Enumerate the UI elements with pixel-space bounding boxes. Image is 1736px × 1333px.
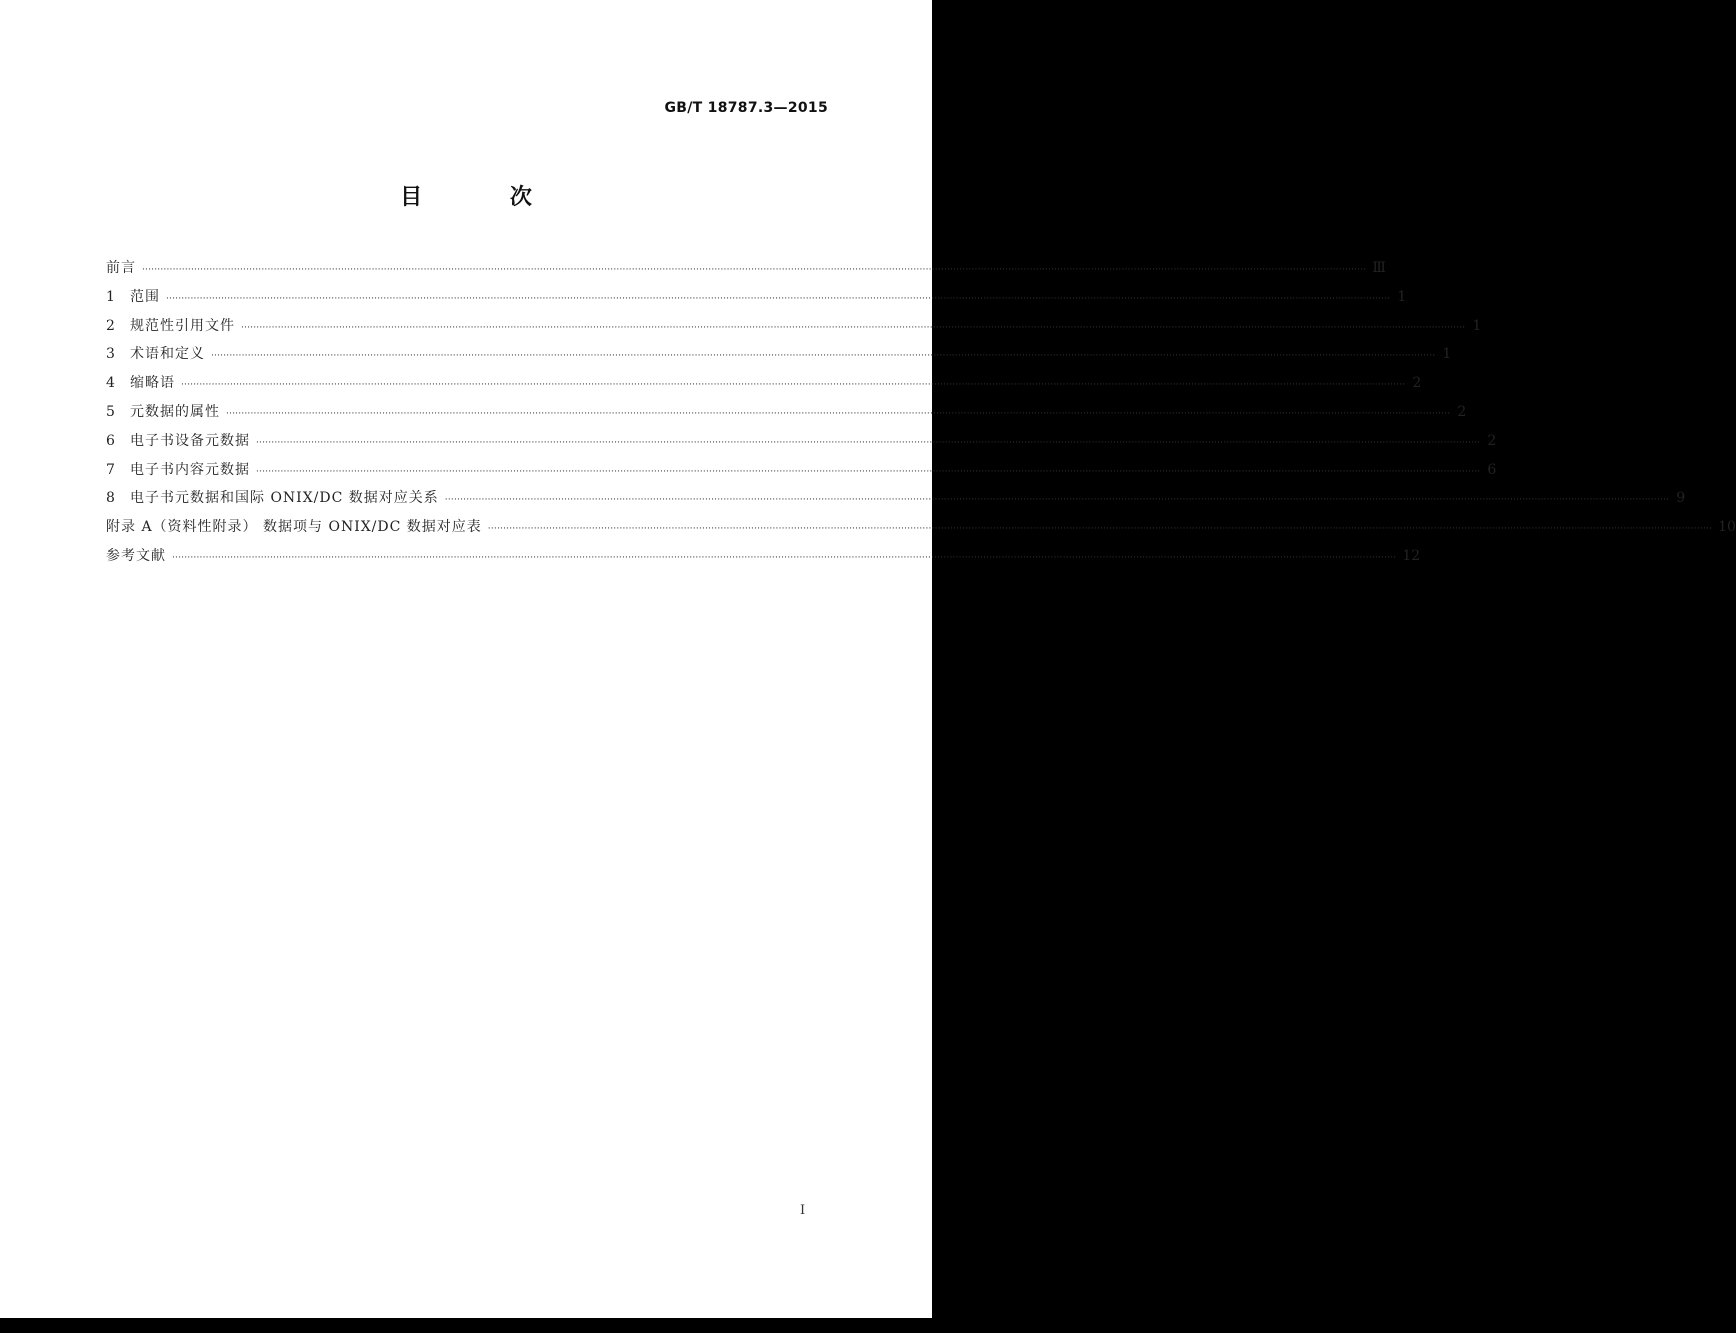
toc-leader-dots: ················································································································································································································································································································································································································	[256, 437, 1481, 448]
toc-entry-5[interactable]	[106, 401, 1467, 430]
toc-entry-label: 附录 A（资料性附录） 数据项与 ONIX/DC 数据对应表	[106, 519, 482, 536]
toc-entry-page: 9	[1676, 490, 1686, 507]
toc-entry-1[interactable]	[106, 286, 1407, 315]
standard-code: GB/T 18787.3—2015	[664, 100, 828, 116]
toc-entry-label: 缩略语	[130, 375, 175, 392]
toc-leader-dots: ················································································································································································································································································································································································································	[181, 380, 1406, 391]
toc-entry-page: Ⅲ	[1372, 260, 1386, 276]
toc-entry-page: 1	[1397, 288, 1407, 305]
toc-entry-number: 3	[106, 346, 115, 363]
toc-entry-number: 1	[106, 288, 115, 305]
toc-entry-page: 2	[1412, 375, 1422, 392]
toc-entry-number: 5	[106, 403, 115, 420]
toc-leader-dots: ················································································································································································································································································································································································································	[444, 495, 1670, 506]
toc-leader-dots: ················································································································································································································································································································································································································	[241, 322, 1466, 333]
toc-entry-foreword[interactable]	[106, 257, 1386, 286]
toc-leader-dots: ················································································································································································································································································································································································································	[172, 552, 1397, 563]
toc-entry-label: 电子书元数据和国际 ONIX/DC 数据对应关系	[130, 490, 439, 507]
page-number: Ⅰ	[800, 1203, 806, 1218]
toc-leader-dots: ················································································································································································································································································································································································································	[211, 351, 1436, 362]
toc-leader-dots: ················································································································································································································································································································································································································	[142, 265, 1367, 275]
toc-leader-dots: ················································································································································································································································································································································································································	[226, 408, 1451, 419]
toc-entry-page: 6	[1487, 461, 1497, 478]
toc-entry-number: 2	[106, 317, 115, 334]
toc-entry-page: 2	[1457, 403, 1467, 420]
toc-entry-4[interactable]	[106, 372, 1422, 401]
toc-entry-3[interactable]	[106, 343, 1452, 372]
toc-entry-7[interactable]	[106, 459, 1497, 488]
toc-entry-8[interactable]	[106, 487, 1686, 516]
toc-entry-6[interactable]	[106, 430, 1497, 459]
toc-entry-number: 8	[106, 490, 115, 507]
toc-entry-label: 电子书设备元数据	[130, 432, 250, 449]
toc-entry-label: 术语和定义	[130, 346, 205, 363]
toc-entry-label: 前言	[106, 260, 136, 276]
toc-entry-page: 1	[1442, 346, 1452, 363]
table-of-contents	[106, 257, 1736, 574]
toc-entry-references[interactable]	[106, 545, 1421, 574]
toc-entry-page: 1	[1472, 317, 1482, 334]
toc-entry-page: 2	[1487, 432, 1497, 449]
toc-entry-label: 参考文献	[106, 547, 166, 564]
toc-entry-number: 4	[106, 375, 115, 392]
toc-entry-number: 6	[106, 432, 115, 449]
toc-entry-label: 电子书内容元数据	[130, 461, 250, 478]
toc-entry-label: 元数据的属性	[130, 403, 220, 420]
toc-entry-label: 规范性引用文件	[130, 317, 235, 334]
toc-entry-label: 范围	[130, 288, 160, 305]
page-title: 目 次	[400, 185, 572, 210]
toc-leader-dots: ················································································································································································································································································································································································································	[487, 524, 1713, 535]
toc-entry-number: 7	[106, 461, 115, 478]
toc-entry-2[interactable]	[106, 315, 1482, 344]
toc-entry-page: 10	[1718, 519, 1736, 536]
toc-leader-dots: ················································································································································································································································································································································································································	[166, 293, 1391, 304]
toc-entry-appendix-a[interactable]	[106, 516, 1736, 545]
toc-entry-page: 12	[1402, 547, 1421, 564]
toc-leader-dots: ················································································································································································································································································································································································································	[256, 466, 1481, 477]
